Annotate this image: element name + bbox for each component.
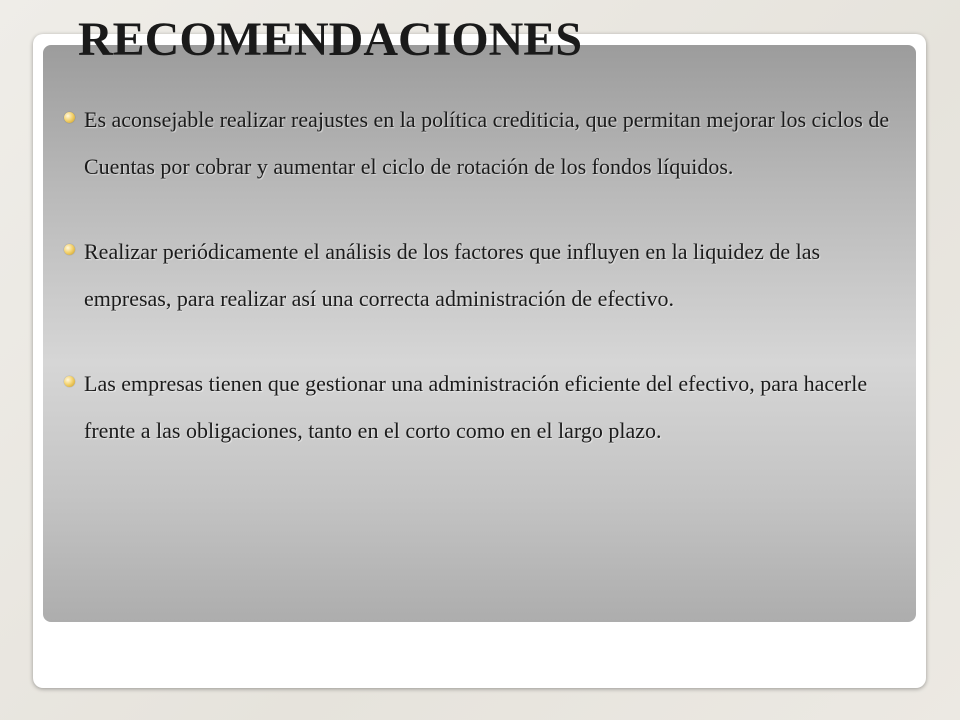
bullet-dot-icon <box>64 244 75 255</box>
bullet-list <box>64 96 899 454</box>
bullet-dot-icon <box>64 112 75 123</box>
bullet-dot-icon <box>64 376 75 387</box>
bullet-item-1 <box>64 96 899 190</box>
bullet-item-3 <box>64 360 899 454</box>
slide-title: RECOMENDACIONES <box>78 13 583 66</box>
bullet-item-2 <box>64 228 899 322</box>
bullet-text: Es aconsejable realizar reajustes en la política crediticia, que permitan mejorar los ciclos de Cuentas por cobrar y aumentar el ciclo de rotación de los fondos líquidos. <box>84 107 890 179</box>
bullet-text: Realizar periódicamente el análisis de los factores que influyen en la liquidez de las empresas, para realizar así una correcta administración de efectivo. <box>84 239 821 311</box>
bullet-text: Las empresas tienen que gestionar una administración eficiente del efectivo, para hacerle frente a las obligaciones, tanto en el corto como en el largo plazo. <box>84 371 868 443</box>
